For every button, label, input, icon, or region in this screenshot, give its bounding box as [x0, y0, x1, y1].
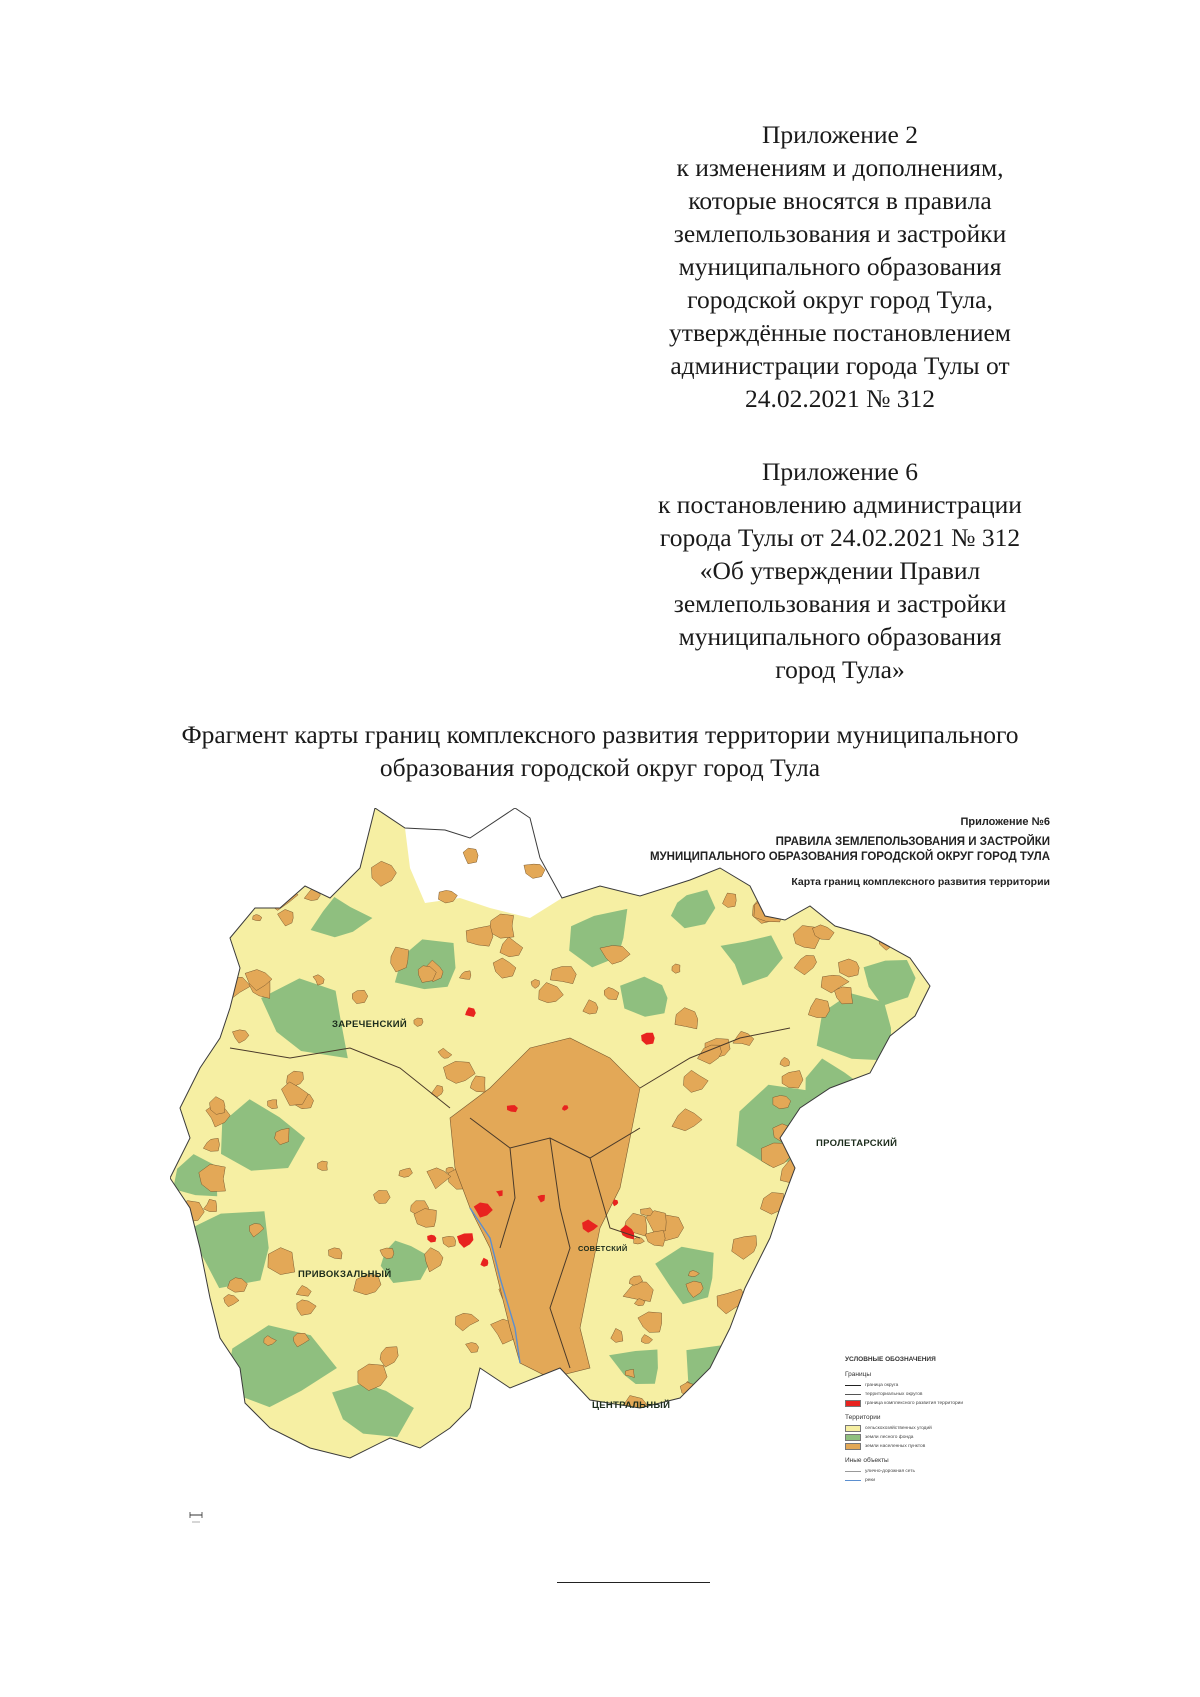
legend-item-label: граница комплексного развития территории: [865, 1401, 964, 1406]
document-title-line: Фрагмент карты границ комплексного развития территории муниципального: [181, 720, 1019, 749]
settlement-area: [765, 1267, 780, 1276]
legend-groups: [845, 1371, 995, 1485]
appendix-6-line: города Тулы от 24.02.2021 № 312: [659, 523, 1021, 552]
map-legend: [845, 1356, 995, 1485]
settlement-area: [873, 1319, 894, 1337]
district-label-centralny: ЦЕНТРАЛЬНЫЙ: [592, 1400, 671, 1411]
settlement-area: [891, 1045, 903, 1053]
settlement-area: [640, 1208, 653, 1216]
appendix-2-header: [600, 118, 1080, 415]
district-label-privokzalny: ПРИВОКЗАЛЬНЫЙ: [298, 1269, 392, 1280]
district-label-sovetsky: СОВЕТСКИЙ: [578, 1244, 628, 1253]
appendix-2-line: землепользования и застройки: [673, 219, 1007, 248]
settlement-area: [762, 1430, 783, 1450]
appendix-6-header: [600, 455, 1080, 686]
legend-item: [845, 1476, 995, 1485]
legend-line-symbol: [845, 1480, 861, 1481]
appendix-2-line: Приложение 2: [762, 120, 918, 149]
settlement-area: [794, 1381, 804, 1389]
legend-item-label: сельскохозяйственных угодий: [865, 1426, 932, 1431]
map-title-line-2: МУНИЦИПАЛЬНОГО ОБРАЗОВАНИЯ ГОРОДСКОЙ ОКРУГ ГОРОД ТУЛА: [649, 851, 1050, 863]
district-label-zarechensky: ЗАРЕЧЕНСКИЙ: [332, 1019, 407, 1030]
legend-item: [845, 1399, 995, 1408]
appendix-2-line: к изменениям и дополнениям,: [676, 153, 1004, 182]
settlement-area: [197, 976, 217, 992]
appendix-2-line: утверждённые постановлением: [669, 318, 1011, 347]
legend-swatch: [845, 1425, 861, 1432]
appendix-2-line: которые вносятся в правила: [688, 186, 992, 215]
map-subtitle: Карта границ комплексного развития территории: [791, 876, 1050, 888]
legend-item-label: граница округа: [865, 1383, 899, 1388]
legend-item: [845, 1381, 995, 1390]
legend-item: [845, 1467, 995, 1476]
settlement-area: [214, 950, 234, 967]
legend-item-label: земли населенных пунктов: [865, 1444, 926, 1449]
legend-line-symbol: [845, 1471, 861, 1472]
legend-group-title: Территории: [845, 1414, 881, 1421]
map-title-line-1: ПРАВИЛА ЗЕМЛЕПОЛЬЗОВАНИЯ И ЗАСТРОЙКИ: [775, 836, 1050, 848]
document-title: [60, 718, 1140, 784]
settlement-area: [211, 926, 221, 932]
legend-item-label: реки: [865, 1478, 876, 1483]
settlement-area: [858, 1262, 883, 1285]
settlement-area: [838, 1279, 864, 1298]
appendix-6-line: город Тула»: [775, 655, 905, 684]
legend-item: [845, 1390, 995, 1399]
appendix-2-line: муниципального образования: [678, 252, 1002, 281]
settlement-area: [794, 1375, 819, 1397]
settlement-area: [805, 1260, 826, 1281]
appendix-2-line: городской округ город Тула,: [687, 285, 993, 314]
legend-item-label: земли лесного фонда: [865, 1435, 914, 1440]
settlement-area: [206, 1347, 215, 1356]
appendix-2-line: администрации города Тулы от: [670, 351, 1010, 380]
settlement-area: [835, 1294, 849, 1306]
settlement-area: [799, 1167, 808, 1174]
legend-swatch: [845, 1400, 861, 1407]
legend-item: [845, 1433, 995, 1442]
settlement-area: [201, 942, 228, 964]
settlement-area: [774, 1392, 785, 1398]
settlement-area: [184, 1418, 208, 1438]
settlement-area: [601, 1412, 614, 1425]
appendix-6-line: к постановлению администрации: [658, 490, 1022, 519]
legend-line-symbol: [845, 1394, 861, 1395]
legend-line-symbol: [845, 1385, 861, 1386]
settlement-area: [797, 1230, 823, 1255]
legend-group-title: Иные объекты: [845, 1457, 889, 1464]
legend-swatch: [845, 1443, 861, 1450]
settlement-area: [806, 1331, 819, 1341]
legend-item-label: территориальных округов: [865, 1392, 923, 1397]
appendix-6-line: Приложение 6: [762, 457, 918, 486]
krt-boundary-map: [170, 808, 1050, 1538]
settlement-area: [716, 1403, 732, 1417]
appendix-6-line: «Об утверждении Правил: [699, 556, 981, 585]
legend-item: [845, 1424, 995, 1433]
appendix-2-line: 24.02.2021 № 312: [744, 384, 936, 413]
legend-item-label: улично-дорожная сеть: [865, 1469, 915, 1474]
legend-title: УСЛОВНЫЕ ОБОЗНАЧЕНИЯ: [845, 1356, 936, 1363]
settlement-area: [184, 845, 200, 861]
legend-item: [845, 1442, 995, 1451]
settlement-area: [814, 1228, 827, 1240]
appendix-6-line: муниципального образования: [678, 622, 1002, 651]
legend-swatch: [845, 1434, 861, 1441]
document-title-line: образования городской округ город Тула: [379, 753, 821, 782]
legend-group-title: Границы: [845, 1371, 871, 1378]
appendix-6-line: землепользования и застройки: [673, 589, 1007, 618]
settlement-area: [479, 1415, 507, 1436]
settlement-area: [686, 1426, 713, 1445]
map-appendix-number: Приложение №6: [960, 816, 1050, 828]
settlement-area: [536, 1393, 561, 1413]
closing-rule: [557, 1582, 710, 1583]
settlement-area: [768, 1384, 798, 1409]
district-label-proletarsky: ПРОЛЕТАРСКИЙ: [816, 1138, 898, 1149]
settlement-area: [782, 1252, 801, 1275]
settlement-area: [826, 1283, 835, 1290]
settlement-area: [758, 1341, 767, 1348]
settlement-area: [318, 1161, 328, 1171]
scale-bar-icon: [189, 1510, 203, 1526]
